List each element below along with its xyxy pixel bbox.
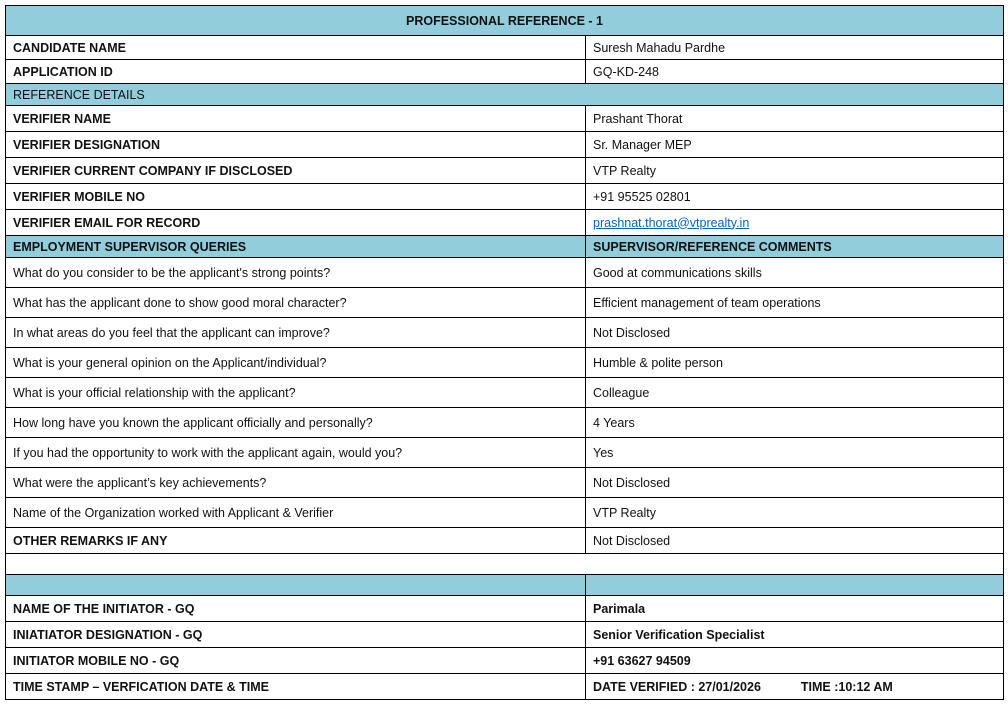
initiator-header-right: [586, 575, 1004, 596]
table-row: [6, 36, 1004, 60]
query-answer[interactable]: Colleague: [586, 378, 1004, 408]
table-row: [6, 468, 1004, 498]
initiator-header-left: [6, 575, 586, 596]
table-row: [6, 60, 1004, 84]
table-row: [6, 258, 1004, 288]
verifier-mobile-value[interactable]: +91 95525 02801: [586, 184, 1004, 210]
candidate-name-label: CANDIDATE NAME: [6, 36, 586, 60]
table-row: [6, 210, 1004, 236]
query-answer[interactable]: Yes: [586, 438, 1004, 468]
initiator-designation-label: INIATIATOR DESIGNATION - GQ: [6, 622, 586, 648]
table-row: [6, 648, 1004, 674]
verifier-designation-value[interactable]: Sr. Manager MEP: [586, 132, 1004, 158]
query-text: What is your general opinion on the Applicant/individual?: [6, 348, 586, 378]
comments-header: SUPERVISOR/REFERENCE COMMENTS: [586, 236, 1004, 258]
table-row: [6, 596, 1004, 622]
table-row: [6, 132, 1004, 158]
blank-spacer-row: [6, 554, 1004, 575]
table-row: [6, 288, 1004, 318]
initiator-designation-value[interactable]: Senior Verification Specialist: [586, 622, 1004, 648]
queries-header: EMPLOYMENT SUPERVISOR QUERIES: [6, 236, 586, 258]
verifier-designation-label: VERIFIER DESIGNATION: [6, 132, 586, 158]
other-remarks-label: OTHER REMARKS IF ANY: [6, 528, 586, 554]
query-text: Name of the Organization worked with Applicant & Verifier: [6, 498, 586, 528]
verifier-company-label: VERIFIER CURRENT COMPANY IF DISCLOSED: [6, 158, 586, 184]
table-row: [6, 158, 1004, 184]
query-answer[interactable]: Humble & polite person: [586, 348, 1004, 378]
verifier-email-cell: [586, 210, 1004, 236]
query-text: If you had the opportunity to work with the applicant again, would you?: [6, 438, 586, 468]
query-text: What were the applicant’s key achievements?: [6, 468, 586, 498]
table-row: [6, 528, 1004, 554]
query-text: What do you consider to be the applicant's strong points?: [6, 258, 586, 288]
table-row: [6, 674, 1004, 700]
timestamp-label: TIME STAMP – VERFICATION DATE & TIME: [6, 674, 586, 700]
query-text: In what areas do you feel that the applicant can improve?: [6, 318, 586, 348]
table-row: [6, 622, 1004, 648]
date-verified: DATE VERIFIED : 27/01/2026: [593, 679, 761, 694]
other-remarks-value[interactable]: Not Disclosed: [586, 528, 1004, 554]
application-id-value[interactable]: GQ-KD-248: [586, 60, 1004, 84]
query-answer[interactable]: Not Disclosed: [586, 468, 1004, 498]
query-answer[interactable]: Good at communications skills: [586, 258, 1004, 288]
initiator-mobile-value[interactable]: +91 63627 94509: [586, 648, 1004, 674]
verifier-mobile-label: VERIFIER MOBILE NO: [6, 184, 586, 210]
verifier-name-label: VERIFIER NAME: [6, 106, 586, 132]
page-title: PROFESSIONAL REFERENCE - 1: [6, 6, 1004, 36]
query-text: What is your official relationship with the applicant?: [6, 378, 586, 408]
professional-reference-table: [5, 5, 1004, 700]
application-id-label: APPLICATION ID: [6, 60, 586, 84]
reference-details-header: REFERENCE DETAILS: [6, 84, 1004, 106]
table-row: [6, 498, 1004, 528]
query-answer[interactable]: Not Disclosed: [586, 318, 1004, 348]
table-row: [6, 378, 1004, 408]
verifier-email-link[interactable]: prashnat.thorat@vtprealty.in: [593, 215, 750, 230]
query-text: What has the applicant done to show good moral character?: [6, 288, 586, 318]
timestamp-value[interactable]: [586, 674, 1004, 700]
table-row: [6, 106, 1004, 132]
query-answer[interactable]: VTP Realty: [586, 498, 1004, 528]
table-row: [6, 348, 1004, 378]
verifier-email-label: VERIFIER EMAIL FOR RECORD: [6, 210, 586, 236]
verifier-company-value[interactable]: VTP Realty: [586, 158, 1004, 184]
initiator-name-value[interactable]: Parimala: [586, 596, 1004, 622]
query-answer[interactable]: Efficient management of team operations: [586, 288, 1004, 318]
verifier-name-value[interactable]: Prashant Thorat: [586, 106, 1004, 132]
table-row: [6, 438, 1004, 468]
table-row: [6, 408, 1004, 438]
candidate-name-value[interactable]: Suresh Mahadu Pardhe: [586, 36, 1004, 60]
table-row: [6, 184, 1004, 210]
table-row: [6, 318, 1004, 348]
initiator-mobile-label: INITIATOR MOBILE NO - GQ: [6, 648, 586, 674]
initiator-name-label: NAME OF THE INITIATOR - GQ: [6, 596, 586, 622]
time-verified: TIME :10:12 AM: [800, 679, 893, 694]
query-text: How long have you known the applicant officially and personally?: [6, 408, 586, 438]
query-answer[interactable]: 4 Years: [586, 408, 1004, 438]
